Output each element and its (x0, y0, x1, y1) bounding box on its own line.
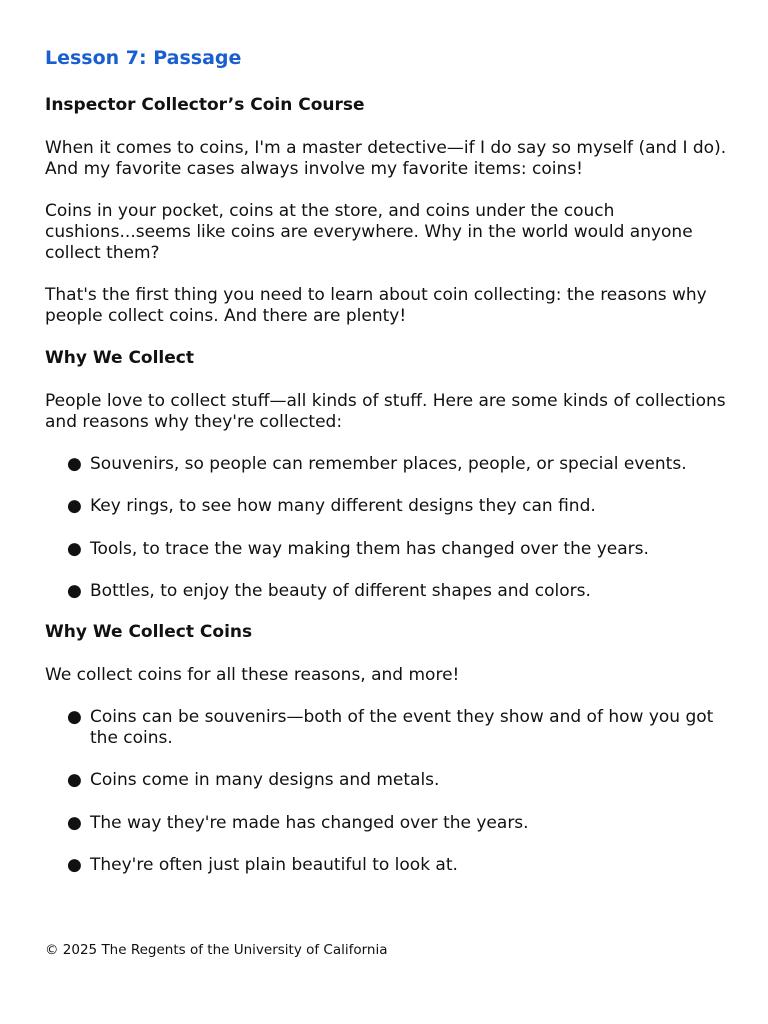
bullet-icon: ● (67, 454, 82, 474)
list-item (67, 454, 727, 475)
list-item-text: Coins come in many designs and metals. (90, 770, 440, 790)
bullet-icon: ● (67, 539, 82, 559)
bullet-icon: ● (67, 707, 82, 727)
list-item-text: The way they're made has changed over the years. (90, 813, 529, 833)
list-item (67, 581, 727, 602)
paragraph-intro: When it comes to coins, I'm a master detective—if I do say so myself (and I do). And my favorite cases always involve my favorite items: coins! (45, 138, 727, 179)
section-heading-why-we-collect: Why We Collect (45, 348, 194, 368)
bullet-icon: ● (67, 496, 82, 516)
paragraph-coins-everywhere: Coins in your pocket, coins at the store, and coins under the couch cushions...seems like coins are everywhere. Why in the world would anyone collect them? (45, 201, 693, 263)
list-item (67, 707, 727, 749)
list-item (67, 813, 727, 834)
copyright-footer: © 2025 The Regents of the University of California (45, 942, 388, 958)
paragraph-people-love-to-collect: People love to collect stuff—all kinds of stuff. Here are some kinds of collections and reasons why they're collected: (45, 391, 726, 432)
list-item-text: Bottles, to enjoy the beauty of different shapes and colors. (90, 581, 591, 601)
list-item (67, 539, 727, 560)
paragraph-we-collect-coins: We collect coins for all these reasons, and more! (45, 665, 460, 685)
list-item (67, 496, 727, 517)
list-item-text: They're often just plain beautiful to look at. (90, 855, 458, 875)
lesson-title: Lesson 7: Passage (45, 47, 242, 69)
list-item-text: Key rings, to see how many different designs they can find. (90, 496, 596, 516)
bullet-icon: ● (67, 855, 82, 875)
list-item-text: Coins can be souvenirs—both of the event they show and of how you got the coins. (90, 707, 714, 748)
list-item (67, 855, 727, 876)
list-item-text: Souvenirs, so people can remember places, people, or special events. (90, 454, 687, 474)
list-item-text: Tools, to trace the way making them has changed over the years. (90, 539, 649, 559)
main-heading: Inspector Collector’s Coin Course (45, 95, 365, 115)
bullet-icon: ● (67, 813, 82, 833)
section-heading-why-we-collect-coins: Why We Collect Coins (45, 622, 253, 642)
bullet-icon: ● (67, 770, 82, 790)
paragraph-first-thing: That's the first thing you need to learn about coin collecting: the reasons why people collect coins. And there are plenty! (45, 285, 707, 326)
list-item (67, 770, 727, 791)
bullet-icon: ● (67, 581, 82, 601)
